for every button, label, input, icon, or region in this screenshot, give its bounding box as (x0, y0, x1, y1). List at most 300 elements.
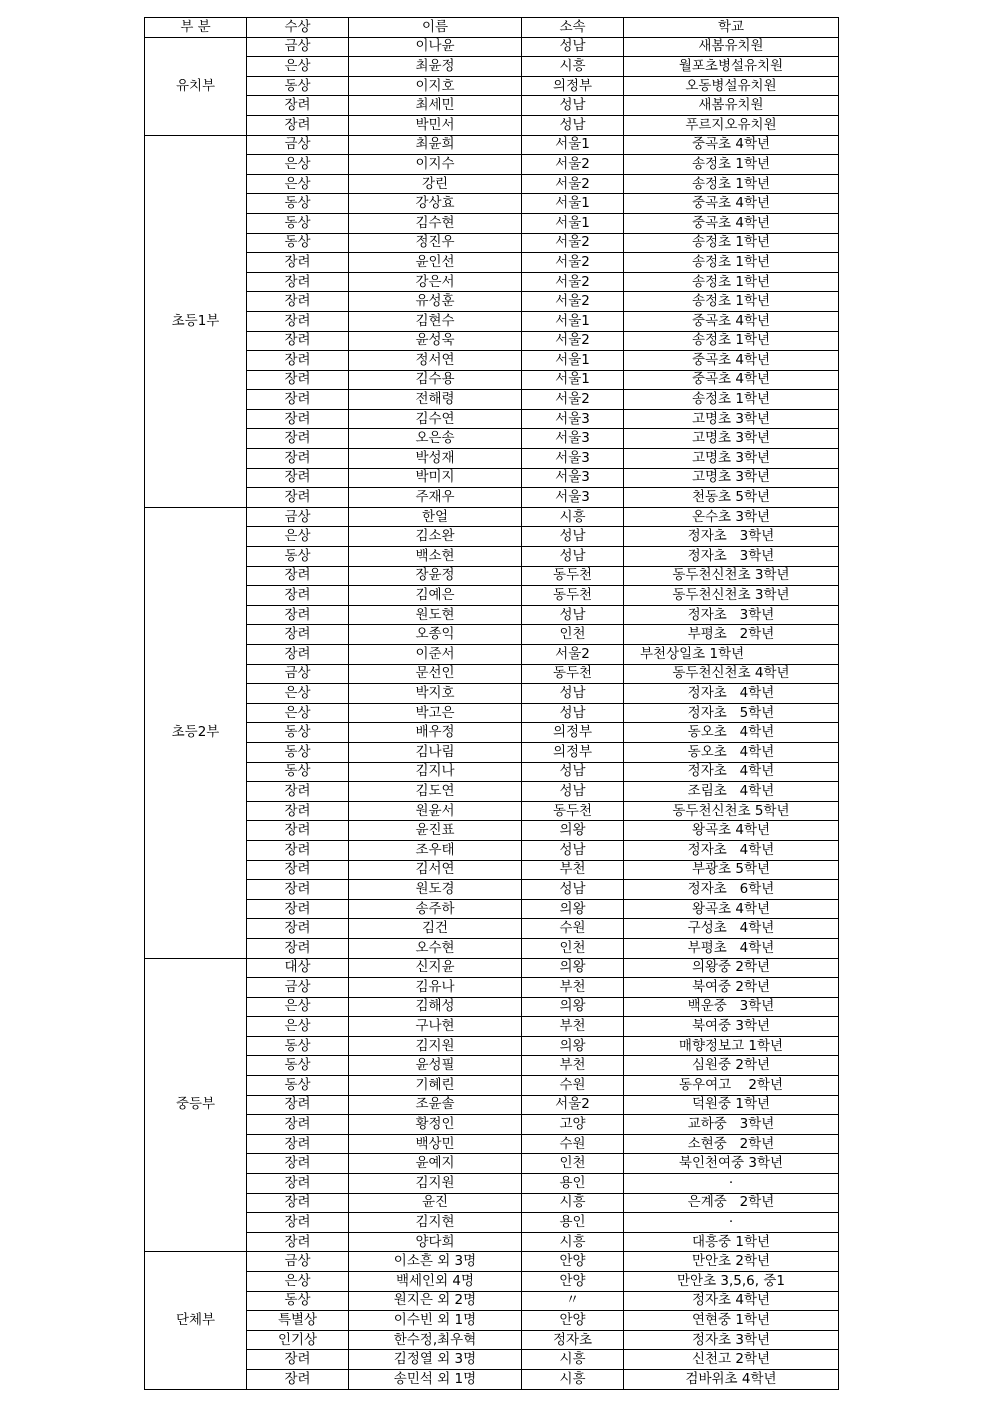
name-cell: 유성훈 (349, 292, 522, 312)
table-row (145, 292, 839, 312)
award-cell: 장려 (247, 468, 349, 488)
award-cell: 특별상 (247, 1311, 349, 1331)
award-cell: 장려 (247, 919, 349, 939)
table-row (145, 351, 839, 371)
school-cell: 동오초 4학년 (624, 723, 839, 743)
award-cell: 은상 (247, 684, 349, 704)
name-cell: 장윤정 (349, 566, 522, 586)
affiliation-cell: 시흥 (522, 507, 624, 527)
name-cell: 원지은 외 2명 (349, 1291, 522, 1311)
award-cell: 은상 (247, 703, 349, 723)
school-cell: 북여중 3학년 (624, 1017, 839, 1037)
award-cell: 장려 (247, 351, 349, 371)
affiliation-cell: 성남 (522, 37, 624, 57)
name-cell: 김지나 (349, 762, 522, 782)
award-cell: 동상 (247, 723, 349, 743)
award-cell: 장려 (247, 1154, 349, 1174)
table-row (145, 762, 839, 782)
name-cell: 김도연 (349, 782, 522, 802)
school-cell: · (624, 1174, 839, 1194)
award-cell: 장려 (247, 429, 349, 449)
school-cell: 연현중 1학년 (624, 1311, 839, 1331)
division-cell: 초등1부 (145, 135, 247, 507)
header-award: 수상 (247, 18, 349, 38)
name-cell: 강은서 (349, 272, 522, 292)
table-row (145, 1252, 839, 1272)
affiliation-cell: 성남 (522, 527, 624, 547)
award-cell: 인기상 (247, 1330, 349, 1350)
table-row (145, 899, 839, 919)
award-cell: 장려 (247, 1369, 349, 1389)
name-cell: 박민서 (349, 115, 522, 135)
affiliation-cell: 서울1 (522, 213, 624, 233)
table-row (145, 115, 839, 135)
table-row (145, 331, 839, 351)
name-cell: 이나윤 (349, 37, 522, 57)
award-cell: 장려 (247, 1350, 349, 1370)
table-row (145, 684, 839, 704)
school-cell: 오동병설유치원 (624, 76, 839, 96)
name-cell: 김서연 (349, 860, 522, 880)
table-row (145, 703, 839, 723)
award-cell: 장려 (247, 860, 349, 880)
award-cell: 동상 (247, 1076, 349, 1096)
award-cell: 장려 (247, 625, 349, 645)
award-cell: 장려 (247, 880, 349, 900)
name-cell: 문선인 (349, 664, 522, 684)
name-cell: 원윤서 (349, 801, 522, 821)
name-cell: 이소흔 외 3명 (349, 1252, 522, 1272)
school-cell: 정자초 3학년 (624, 605, 839, 625)
affiliation-cell: 동두천 (522, 664, 624, 684)
table-row (145, 174, 839, 194)
award-cell: 장려 (247, 899, 349, 919)
table-row (145, 1369, 839, 1389)
table-row (145, 1134, 839, 1154)
award-cell: 장려 (247, 605, 349, 625)
school-cell: 송정초 1학년 (624, 292, 839, 312)
school-cell: 왕곡초 4학년 (624, 821, 839, 841)
name-cell: 구나현 (349, 1017, 522, 1037)
name-cell: 이수빈 외 1명 (349, 1311, 522, 1331)
name-cell: 김수현 (349, 213, 522, 233)
table-row (145, 1272, 839, 1292)
award-cell: 장려 (247, 1134, 349, 1154)
award-cell: 은상 (247, 1017, 349, 1037)
affiliation-cell: 의정부 (522, 723, 624, 743)
name-cell: 송민석 외 1명 (349, 1369, 522, 1389)
table-row (145, 958, 839, 978)
award-cell: 장려 (247, 488, 349, 508)
school-cell: 중곡초 4학년 (624, 351, 839, 371)
table-row (145, 586, 839, 606)
table-row (145, 919, 839, 939)
table-row (145, 1193, 839, 1213)
award-cell: 장려 (247, 96, 349, 116)
name-cell: 김수연 (349, 409, 522, 429)
name-cell: 원도경 (349, 880, 522, 900)
affiliation-cell: 의왕 (522, 821, 624, 841)
affiliation-cell: 시흥 (522, 1350, 624, 1370)
school-cell: 신천고 2학년 (624, 1350, 839, 1370)
division-cell: 유치부 (145, 37, 247, 135)
school-cell: 정자초 6학년 (624, 880, 839, 900)
award-cell: 장려 (247, 840, 349, 860)
affiliation-cell: 안양 (522, 1272, 624, 1292)
award-cell: 장려 (247, 390, 349, 410)
name-cell: 윤진표 (349, 821, 522, 841)
name-cell: 황정인 (349, 1115, 522, 1135)
affiliation-cell: 서울2 (522, 233, 624, 253)
school-cell: 은계중 2학년 (624, 1193, 839, 1213)
table-row (145, 1350, 839, 1370)
table-row (145, 1095, 839, 1115)
award-cell: 은상 (247, 527, 349, 547)
name-cell: 윤인선 (349, 253, 522, 273)
award-cell: 장려 (247, 311, 349, 331)
table-row (145, 880, 839, 900)
affiliation-cell: 의왕 (522, 899, 624, 919)
name-cell: 김나림 (349, 742, 522, 762)
award-cell: 장려 (247, 370, 349, 390)
table-row (145, 1232, 839, 1252)
school-cell: 중곡초 4학년 (624, 135, 839, 155)
award-cell: 동상 (247, 547, 349, 567)
affiliation-cell: 인천 (522, 1154, 624, 1174)
table-row (145, 1017, 839, 1037)
division-cell: 중등부 (145, 958, 247, 1252)
name-cell: 백세인외 4명 (349, 1272, 522, 1292)
school-cell: 월포초병설유치원 (624, 57, 839, 77)
table-row (145, 213, 839, 233)
affiliation-cell: 용인 (522, 1213, 624, 1233)
affiliation-cell: 수원 (522, 1134, 624, 1154)
affiliation-cell: 성남 (522, 880, 624, 900)
school-cell: 송정초 1학년 (624, 233, 839, 253)
name-cell: 윤성욱 (349, 331, 522, 351)
school-cell: 푸르지오유치원 (624, 115, 839, 135)
affiliation-cell: 서울2 (522, 253, 624, 273)
affiliation-cell: 의정부 (522, 742, 624, 762)
affiliation-cell: 의왕 (522, 997, 624, 1017)
table-row (145, 664, 839, 684)
table-row (145, 1056, 839, 1076)
affiliation-cell: 시흥 (522, 57, 624, 77)
table-row (145, 997, 839, 1017)
school-cell: 중곡초 4학년 (624, 213, 839, 233)
name-cell: 한얼 (349, 507, 522, 527)
affiliation-cell: 성남 (522, 115, 624, 135)
school-cell: 동두천신천초 3학년 (624, 566, 839, 586)
award-cell: 장려 (247, 645, 349, 665)
school-cell: 송정초 1학년 (624, 155, 839, 175)
affiliation-cell: 고양 (522, 1115, 624, 1135)
award-cell: 장려 (247, 782, 349, 802)
school-cell: 부평초 4학년 (624, 938, 839, 958)
name-cell: 김지현 (349, 1213, 522, 1233)
table-row (145, 1154, 839, 1174)
award-cell: 은상 (247, 57, 349, 77)
table-row (145, 409, 839, 429)
award-cell: 동상 (247, 742, 349, 762)
table-row (145, 723, 839, 743)
school-cell: 의왕중 2학년 (624, 958, 839, 978)
award-cell: 은상 (247, 1272, 349, 1292)
name-cell: 김지원 (349, 1036, 522, 1056)
name-cell: 최세민 (349, 96, 522, 116)
table-row (145, 625, 839, 645)
affiliation-cell: 동두천 (522, 566, 624, 586)
school-cell: 중곡초 4학년 (624, 311, 839, 331)
header-division: 부 분 (145, 18, 247, 38)
award-cell: 은상 (247, 174, 349, 194)
affiliation-cell: 서울3 (522, 488, 624, 508)
table-row (145, 566, 839, 586)
name-cell: 백상민 (349, 1134, 522, 1154)
name-cell: 신지윤 (349, 958, 522, 978)
school-cell: 검바위초 4학년 (624, 1369, 839, 1389)
table-row (145, 821, 839, 841)
name-cell: 조윤솔 (349, 1095, 522, 1115)
name-cell: 백소현 (349, 547, 522, 567)
name-cell: 한수정,최우혁 (349, 1330, 522, 1350)
name-cell: 박고은 (349, 703, 522, 723)
name-cell: 오은송 (349, 429, 522, 449)
name-cell: 정진우 (349, 233, 522, 253)
table-row (145, 233, 839, 253)
award-cell: 장려 (247, 586, 349, 606)
affiliation-cell: 수원 (522, 1076, 624, 1096)
award-cell: 장려 (247, 292, 349, 312)
affiliation-cell: 서울3 (522, 468, 624, 488)
table-row (145, 840, 839, 860)
school-cell: 대흥중 1학년 (624, 1232, 839, 1252)
school-cell: 덕원중 1학년 (624, 1095, 839, 1115)
affiliation-cell: 서울2 (522, 1095, 624, 1115)
award-cell: 장려 (247, 1193, 349, 1213)
table-row (145, 860, 839, 880)
table-row (145, 155, 839, 175)
table-row (145, 272, 839, 292)
affiliation-cell: 서울2 (522, 292, 624, 312)
name-cell: 박미지 (349, 468, 522, 488)
school-cell: 송정초 1학년 (624, 272, 839, 292)
school-cell: 심원중 2학년 (624, 1056, 839, 1076)
school-cell: 백운중 3학년 (624, 997, 839, 1017)
affiliation-cell: 서울1 (522, 135, 624, 155)
school-cell: 송정초 1학년 (624, 174, 839, 194)
affiliation-cell: 성남 (522, 547, 624, 567)
affiliation-cell: 서울1 (522, 351, 624, 371)
affiliation-cell: 부천 (522, 1017, 624, 1037)
name-cell: 윤예지 (349, 1154, 522, 1174)
table-row (145, 1213, 839, 1233)
table-row (145, 978, 839, 998)
table-row (145, 1174, 839, 1194)
name-cell: 윤성필 (349, 1056, 522, 1076)
affiliation-cell: 성남 (522, 605, 624, 625)
school-cell: 고명초 3학년 (624, 429, 839, 449)
affiliation-cell: 서울1 (522, 194, 624, 214)
affiliation-cell: 서울1 (522, 370, 624, 390)
school-cell: 정자초 4학년 (624, 684, 839, 704)
affiliation-cell: 성남 (522, 703, 624, 723)
award-cell: 동상 (247, 1291, 349, 1311)
table-row (145, 605, 839, 625)
name-cell: 송주하 (349, 899, 522, 919)
affiliation-cell: 서울1 (522, 311, 624, 331)
award-cell: 대상 (247, 958, 349, 978)
award-cell: 금상 (247, 507, 349, 527)
table-row (145, 507, 839, 527)
affiliation-cell: 안양 (522, 1252, 624, 1272)
name-cell: 오수현 (349, 938, 522, 958)
table-row (145, 527, 839, 547)
affiliation-cell: 서울3 (522, 449, 624, 469)
name-cell: 김현수 (349, 311, 522, 331)
award-cell: 금상 (247, 1252, 349, 1272)
header-name: 이름 (349, 18, 522, 38)
name-cell: 최윤희 (349, 135, 522, 155)
table-row (145, 645, 839, 665)
name-cell: 원도현 (349, 605, 522, 625)
school-cell: 북인천여중 3학년 (624, 1154, 839, 1174)
school-cell: 부평초 2학년 (624, 625, 839, 645)
school-cell: 조림초 4학년 (624, 782, 839, 802)
table-row (145, 449, 839, 469)
table-row (145, 742, 839, 762)
affiliation-cell: 서울2 (522, 645, 624, 665)
award-cell: 장려 (247, 253, 349, 273)
school-cell: 고명초 3학년 (624, 449, 839, 469)
school-cell: 동오초 4학년 (624, 742, 839, 762)
award-cell: 동상 (247, 1036, 349, 1056)
award-cell: 장려 (247, 272, 349, 292)
affiliation-cell: 동두천 (522, 586, 624, 606)
name-cell: 윤진 (349, 1193, 522, 1213)
name-cell: 김예은 (349, 586, 522, 606)
table-row (145, 253, 839, 273)
school-cell: 송정초 1학년 (624, 331, 839, 351)
name-cell: 김정열 외 3명 (349, 1350, 522, 1370)
name-cell: 김지원 (349, 1174, 522, 1194)
table-row (145, 938, 839, 958)
awards-table (144, 17, 839, 1390)
affiliation-cell: 의왕 (522, 1036, 624, 1056)
affiliation-cell: 정자초 (522, 1330, 624, 1350)
affiliation-cell: 안양 (522, 1311, 624, 1331)
school-cell: 정자초 5학년 (624, 703, 839, 723)
award-cell: 장려 (247, 409, 349, 429)
school-cell: 동두천신천초 3학년 (624, 586, 839, 606)
header-row (145, 18, 839, 38)
table-row (145, 547, 839, 567)
affiliation-cell: 의왕 (522, 958, 624, 978)
award-cell: 동상 (247, 233, 349, 253)
table-row (145, 1330, 839, 1350)
affiliation-cell: 서울2 (522, 390, 624, 410)
award-cell: 장려 (247, 1095, 349, 1115)
name-cell: 김소완 (349, 527, 522, 547)
name-cell: 오종익 (349, 625, 522, 645)
table-row (145, 390, 839, 410)
affiliation-cell: 성남 (522, 840, 624, 860)
name-cell: 전해령 (349, 390, 522, 410)
table-row (145, 782, 839, 802)
award-cell: 장려 (247, 1174, 349, 1194)
school-cell: 정자초 4학년 (624, 1291, 839, 1311)
affiliation-cell: 성남 (522, 684, 624, 704)
affiliation-cell: 〃 (522, 1291, 624, 1311)
award-cell: 장려 (247, 331, 349, 351)
award-cell: 장려 (247, 1232, 349, 1252)
header-school: 학교 (624, 18, 839, 38)
award-cell: 장려 (247, 938, 349, 958)
affiliation-cell: 서울2 (522, 331, 624, 351)
school-cell: 부광초 5학년 (624, 860, 839, 880)
award-cell: 은상 (247, 997, 349, 1017)
table-row (145, 1076, 839, 1096)
award-cell: 동상 (247, 213, 349, 233)
award-cell: 장려 (247, 1115, 349, 1135)
award-cell: 동상 (247, 1056, 349, 1076)
name-cell: 강린 (349, 174, 522, 194)
affiliation-cell: 부천 (522, 978, 624, 998)
affiliation-cell: 부천 (522, 860, 624, 880)
school-cell: 구성초 4학년 (624, 919, 839, 939)
school-cell: 온수초 3학년 (624, 507, 839, 527)
school-cell: 만안초 3,5,6, 중1 (624, 1272, 839, 1292)
award-cell: 금상 (247, 37, 349, 57)
name-cell: 강상효 (349, 194, 522, 214)
school-cell: 부천상일초 1학년 (624, 645, 839, 665)
affiliation-cell: 서울2 (522, 155, 624, 175)
award-cell: 금상 (247, 978, 349, 998)
table-row (145, 135, 839, 155)
table-row (145, 76, 839, 96)
school-cell: 정자초 3학년 (624, 527, 839, 547)
name-cell: 박성재 (349, 449, 522, 469)
school-cell: 고명초 3학년 (624, 409, 839, 429)
division-cell: 단체부 (145, 1252, 247, 1389)
school-cell: 소현중 2학년 (624, 1134, 839, 1154)
award-cell: 동상 (247, 194, 349, 214)
affiliation-cell: 시흥 (522, 1193, 624, 1213)
affiliation-cell: 시흥 (522, 1232, 624, 1252)
award-cell: 장려 (247, 801, 349, 821)
header-affiliation: 소속 (522, 18, 624, 38)
affiliation-cell: 용인 (522, 1174, 624, 1194)
name-cell: 배우정 (349, 723, 522, 743)
award-cell: 장려 (247, 115, 349, 135)
affiliation-cell: 의정부 (522, 76, 624, 96)
school-cell: 정자초 3학년 (624, 1330, 839, 1350)
school-cell: 동우여고 2학년 (624, 1076, 839, 1096)
school-cell: 교하중 3학년 (624, 1115, 839, 1135)
affiliation-cell: 성남 (522, 782, 624, 802)
table-row (145, 1311, 839, 1331)
school-cell: 정자초 3학년 (624, 547, 839, 567)
division-cell: 초등2부 (145, 507, 247, 958)
school-cell: 중곡초 4학년 (624, 370, 839, 390)
table-row (145, 1291, 839, 1311)
school-cell: 정자초 4학년 (624, 840, 839, 860)
affiliation-cell: 서울2 (522, 272, 624, 292)
affiliation-cell: 수원 (522, 919, 624, 939)
table-row (145, 801, 839, 821)
affiliation-cell: 서울3 (522, 429, 624, 449)
school-cell: 중곡초 4학년 (624, 194, 839, 214)
